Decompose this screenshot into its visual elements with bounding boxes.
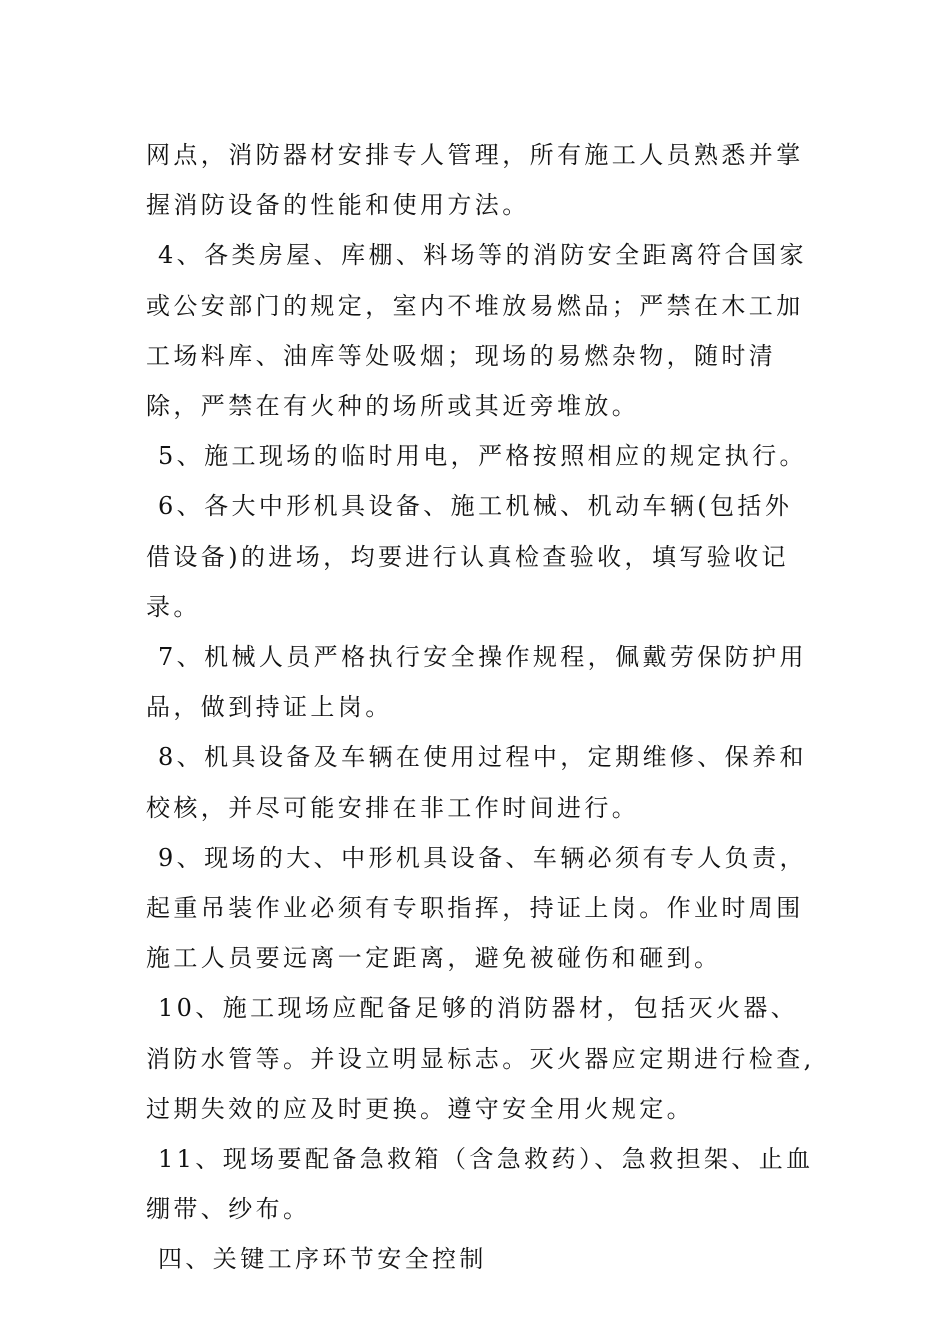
paragraph-item-8: 8、机具设备及车辆在使用过程中，定期维修、保养和校核，并尽可能安排在非工作时间进行。 [146, 743, 807, 822]
document-body [146, 130, 816, 1285]
paragraph-item-11: 11、现场要配备急救箱（含急救药）、急救担架、止血绷带、纱布。 [146, 1145, 814, 1224]
paragraph-item-6: 6、各大中形机具设备、施工机械、机动车辆(包括外借设备)的进场，均要进行认真检查验收，填写验收记录。 [146, 492, 793, 621]
paragraph-item-5: 5、施工现场的临时用电，严格按照相应的规定执行。 [158, 442, 807, 471]
paragraph-item-10: 10、施工现场应配备足够的消防器材，包括灭火器、消防水管等。并设立明显标志。灭火器应定期进行检查,过期失效的应及时更换。遵守安全用火规定。 [146, 994, 815, 1123]
section-heading-4: 四、关键工序环节安全控制 [158, 1245, 487, 1274]
paragraph-item-7: 7、机械人员严格执行安全操作规程，佩戴劳保防护用品，做到持证上岗。 [146, 643, 807, 722]
paragraph-fire-equipment-continued: 网点，消防器材安排专人管理，所有施工人员熟悉并掌握消防设备的性能和使用方法。 [146, 141, 804, 220]
paragraph-item-4: 4、各类房屋、库棚、料场等的消防安全距离符合国家或公安部门的规定，室内不堆放易燃品；严禁在木工加工场料库、油库等处吸烟；现场的易燃杂物，随时清除，严禁在有火种的场所或其近旁堆放。 [146, 241, 807, 421]
paragraph-item-9: 9、现场的大、中形机具设备、车辆必须有专人负责，起重吊装作业必须有专职指挥，持证上岗。作业时周围施工人员要远离一定距离，避免被碰伤和砸到。 [146, 843, 807, 973]
